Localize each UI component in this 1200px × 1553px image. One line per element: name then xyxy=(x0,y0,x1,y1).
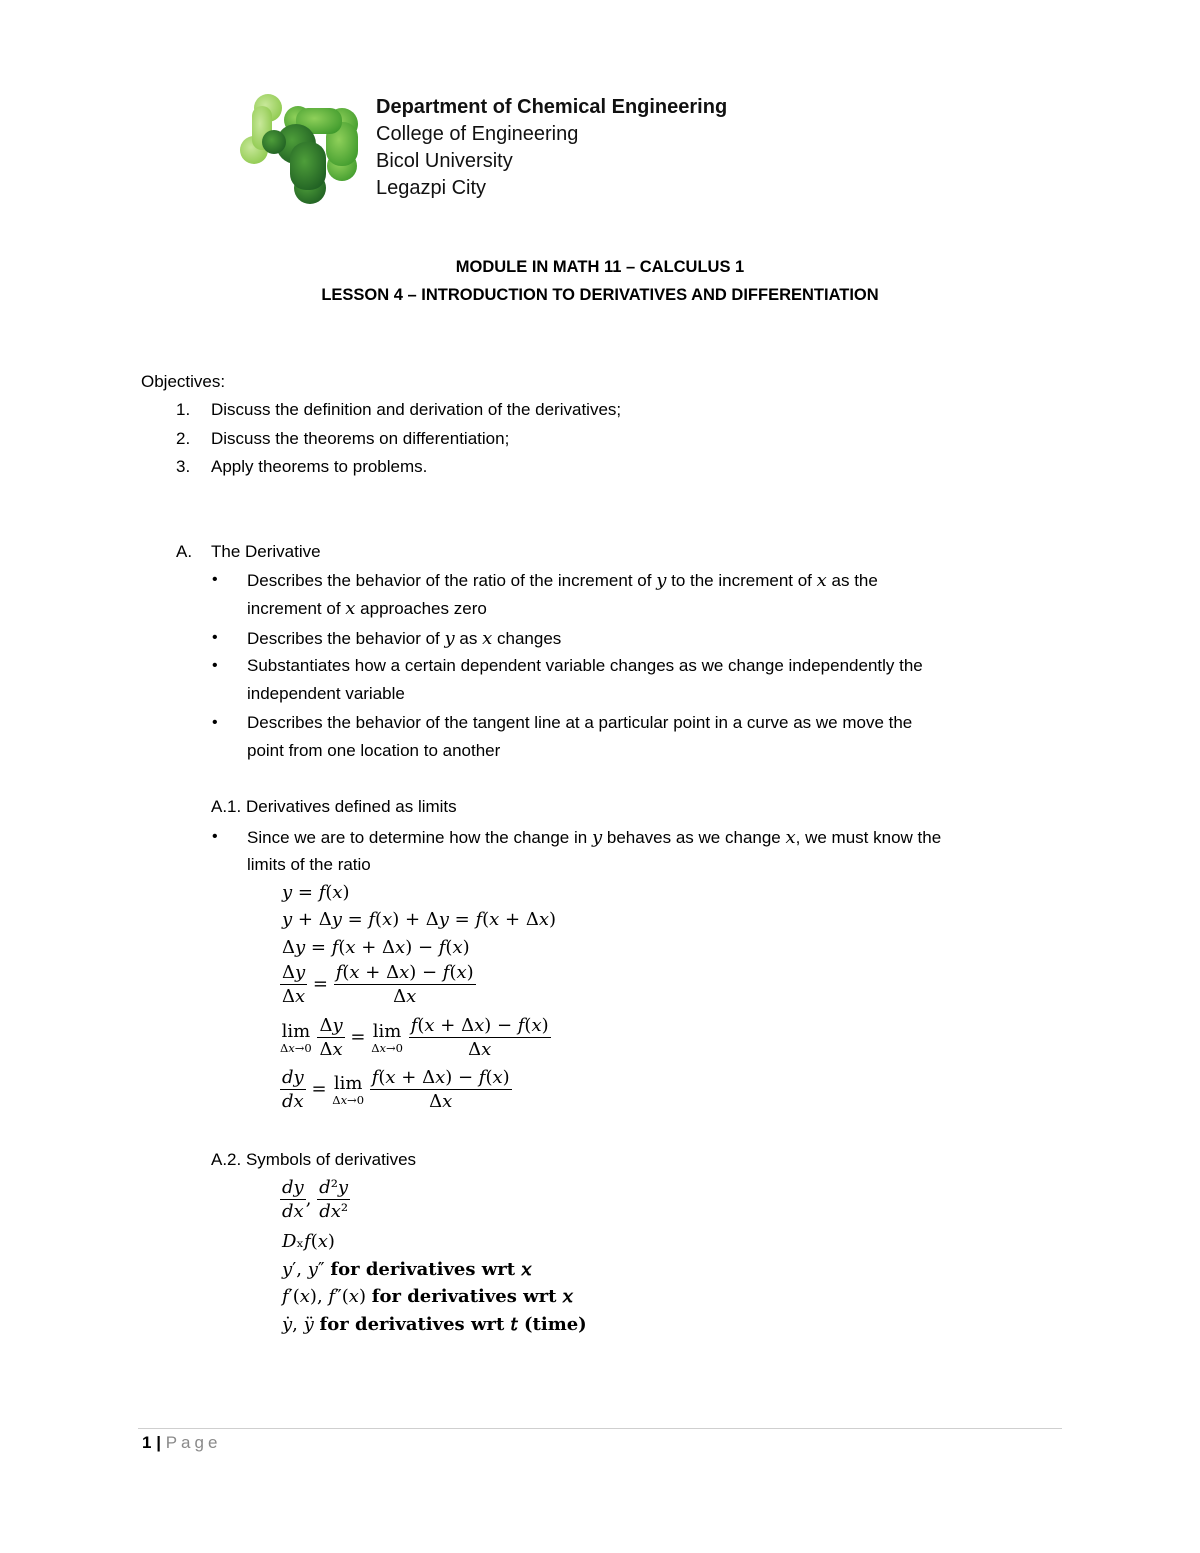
equation-6: $\frac{\text{𝑑𝑦}}{\text{𝑑𝑥}}$ = lim Δ𝑥→0 $\frac{\text{𝑓(𝑥 + Δ𝑥) − 𝑓(𝑥)}}{\text{Δ𝑥}}$ xyxy=(282,1067,510,1112)
page-footer xyxy=(142,1433,221,1453)
equation-1: 𝑦 = 𝑓(𝑥) xyxy=(282,882,350,903)
bullet-icon: • xyxy=(212,571,218,588)
equation-4: $\frac{\text{Δ𝑦}}{\text{Δ𝑥}}$ = $\frac{\text{𝑓(𝑥 + Δ𝑥) − 𝑓(𝑥)}}{\text{Δ𝑥}}$ xyxy=(282,962,474,1007)
objectives-heading: Objectives: xyxy=(141,372,226,391)
symbol-prime-f: 𝑓′(𝑥), 𝑓″(𝑥) for derivatives wrt 𝑥 xyxy=(282,1286,573,1307)
section-title: The Derivative xyxy=(211,542,321,561)
equation-2: 𝑦 + Δ𝑦 = 𝑓(𝑥) + Δ𝑦 = 𝑓(𝑥 + Δ𝑥) xyxy=(282,909,556,930)
institution-block xyxy=(376,94,727,202)
city-name: Legazpi City xyxy=(376,177,487,199)
equation-5: lim Δ𝑥→0 $\frac{\text{Δ𝑦}}{\text{Δ𝑥}}$ = lim Δ𝑥→0 $\frac{\text{𝑓(𝑥 + Δ𝑥) − 𝑓(𝑥)}}{\text{Δ𝑥}}$ xyxy=(280,1015,549,1060)
objective-item: Apply theorems to problems. xyxy=(211,457,428,476)
bullet-text: increment of 𝑥 approaches zero xyxy=(247,598,487,619)
bullet-text: independent variable xyxy=(247,684,405,703)
module-title: MODULE IN MATH 11 – CALCULUS 1 xyxy=(455,258,745,276)
bullet-text: point from one location to another xyxy=(247,741,501,760)
objective-item: Discuss the definition and derivation of the derivatives; xyxy=(211,400,622,419)
symbol-prime-y: 𝑦′, 𝑦″ for derivatives wrt 𝑥 xyxy=(282,1259,532,1280)
section-letter: A. xyxy=(176,542,193,561)
subsection-title: A.1. Derivatives defined as limits xyxy=(211,797,457,816)
bullet-text: Since we are to determine how the change in 𝑦 behaves as we change 𝑥, we must know the xyxy=(247,827,942,848)
symbol-dot-y: 𝑦̇, 𝑦̈ for derivatives wrt 𝑡 (time) xyxy=(282,1314,587,1335)
bullet-icon: • xyxy=(212,828,218,845)
lesson-title: LESSON 4 – INTRODUCTION TO DERIVATIVES AND DIFFERENTIATION xyxy=(321,286,879,304)
objective-item: Discuss the theorems on differentiation; xyxy=(211,429,510,448)
department-name: Department of Chemical Engineering xyxy=(376,96,728,118)
college-name: College of Engineering xyxy=(376,123,579,145)
page-number: 1 xyxy=(142,1433,152,1452)
subsection-title: A.2. Symbols of derivatives xyxy=(211,1150,417,1169)
bullet-text: Describes the behavior of 𝑦 as 𝑥 changes xyxy=(247,628,562,649)
bullet-text: Describes the behavior of the ratio of the increment of 𝑦 to the increment of 𝑥 as the xyxy=(247,570,878,591)
bullet-text: Describes the behavior of the tangent line at a particular point in a curve as we move the xyxy=(247,713,913,732)
bullet-text: limits of the ratio xyxy=(247,855,371,874)
bullet-text: Substantiates how a certain dependent variable changes as we change independently the xyxy=(247,656,923,675)
page-separator: | xyxy=(156,1433,161,1452)
university-logo xyxy=(238,92,364,208)
bullet-icon: • xyxy=(212,714,218,731)
footer-divider xyxy=(138,1428,1062,1429)
equation-3: Δ𝑦 = 𝑓(𝑥 + Δ𝑥) − 𝑓(𝑥) xyxy=(282,937,470,958)
bullet-icon: • xyxy=(212,629,218,646)
objective-number: 1. xyxy=(176,400,191,419)
page-label: Page xyxy=(165,1433,222,1452)
objective-number: 3. xyxy=(176,457,191,476)
university-name: Bicol University xyxy=(376,150,513,172)
symbol-leibniz: $\frac{\text{𝑑𝑦}}{\text{𝑑𝑥}}$ , $\frac{\text{𝑑²𝑦}}{\text{𝑑𝑥²}}$ xyxy=(282,1177,349,1222)
objective-number: 2. xyxy=(176,429,191,448)
bullet-icon: • xyxy=(212,657,218,674)
symbol-operator: 𝐷ₓ𝑓(𝑥) xyxy=(282,1231,335,1252)
